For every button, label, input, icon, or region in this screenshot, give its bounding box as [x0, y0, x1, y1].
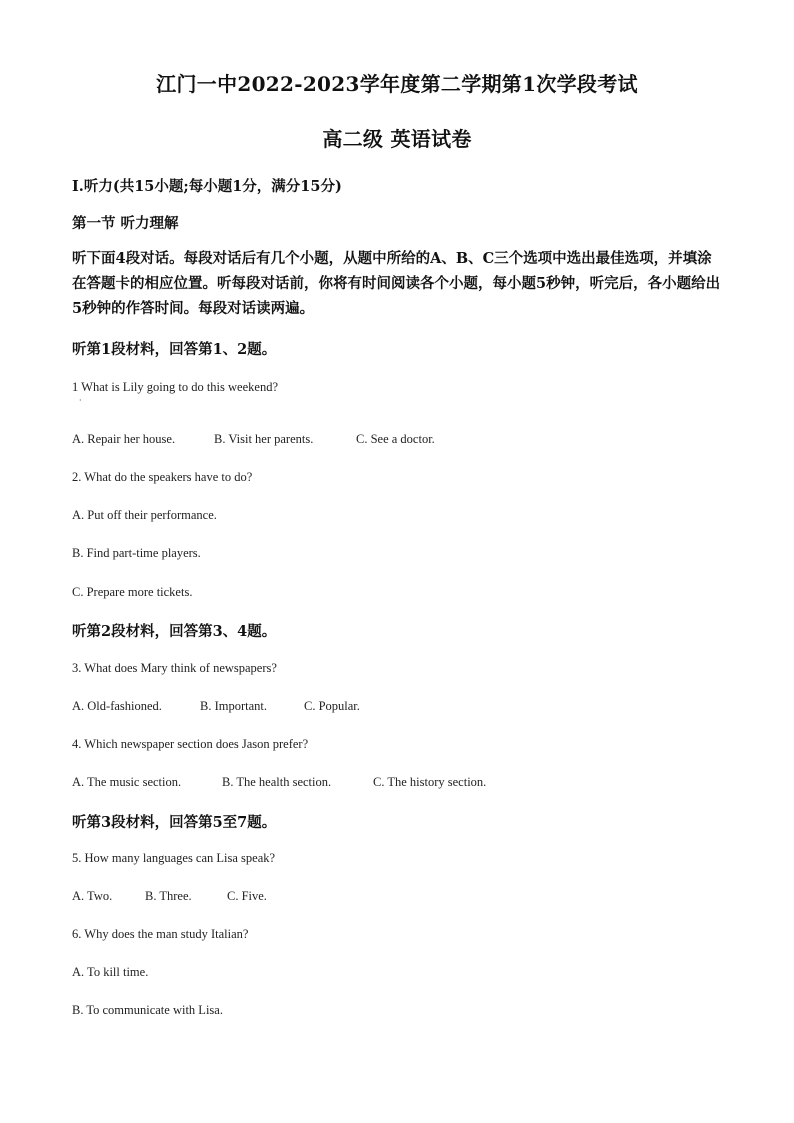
option-3a: A. Old-fashioned. [72, 699, 162, 713]
exam-subtitle: 高二级 英语试卷 [322, 127, 472, 151]
question-1-options [72, 432, 435, 447]
option-2b: B. Find part-time players. [72, 546, 201, 560]
passage-heading-1: 听第1段材料，回答第1、2题。 [72, 341, 277, 358]
question-2-stem: 2. What do the speakers have to do? [72, 470, 253, 484]
passage-heading-3: 听第3段材料，回答第5至7题。 [72, 814, 277, 831]
option-3b: B. Important. [200, 699, 268, 713]
section-heading: I.听力(共15小题;每小题1分，满分15分) [72, 178, 342, 195]
option-4a: A. The music section. [72, 775, 182, 789]
option-1c: C. See a doctor. [356, 432, 435, 446]
option-6b: B. To communicate with Lisa. [72, 1003, 223, 1017]
part-heading: 第一节 听力理解 [72, 215, 179, 232]
question-4-options [72, 775, 486, 790]
stray-dot-mark: · [79, 396, 82, 405]
question-4-stem: 4. Which newspaper section does Jason prefer? [72, 737, 309, 751]
question-3-stem: 3. What does Mary think of newspapers? [72, 661, 277, 675]
exam-title: 江门一中2022-2023学年度第二学期第1次学段考试 [156, 72, 638, 96]
option-3c: C. Popular. [304, 699, 360, 713]
option-4c: C. The history section. [373, 775, 487, 789]
passage-heading-2: 听第2段材料，回答第3、4题。 [72, 623, 277, 640]
option-1b: B. Visit her parents. [214, 432, 314, 446]
option-4b: B. The health section. [222, 775, 332, 789]
option-2a: A. Put off their performance. [72, 508, 217, 522]
option-1a: A. Repair her house. [72, 432, 176, 446]
question-6-stem: 6. Why does the man study Italian? [72, 927, 249, 941]
option-2c: C. Prepare more tickets. [72, 585, 193, 599]
option-5a: A. Two. [72, 889, 113, 903]
question-5-options [72, 889, 267, 904]
question-5-stem: 5. How many languages can Lisa speak? [72, 851, 276, 865]
option-6a: A. To kill time. [72, 965, 149, 979]
question-1-stem: 1 What is Lily going to do this weekend? [72, 380, 278, 394]
question-3-options [72, 699, 360, 714]
option-5c: C. Five. [227, 889, 267, 903]
instructions-paragraph: 听下面4段对话。每段对话后有几个小题，从题中所给的A、B、C三个选项中选出最佳选项，并填涂在答题卡的相应位置。听每段对话前，你将有时间阅读各个小题，每小题5秒钟，听完后，各小题给出5秒钟的作答时间。每段对话读两遍。 [72, 250, 721, 317]
option-5b: B. Three. [145, 889, 192, 903]
